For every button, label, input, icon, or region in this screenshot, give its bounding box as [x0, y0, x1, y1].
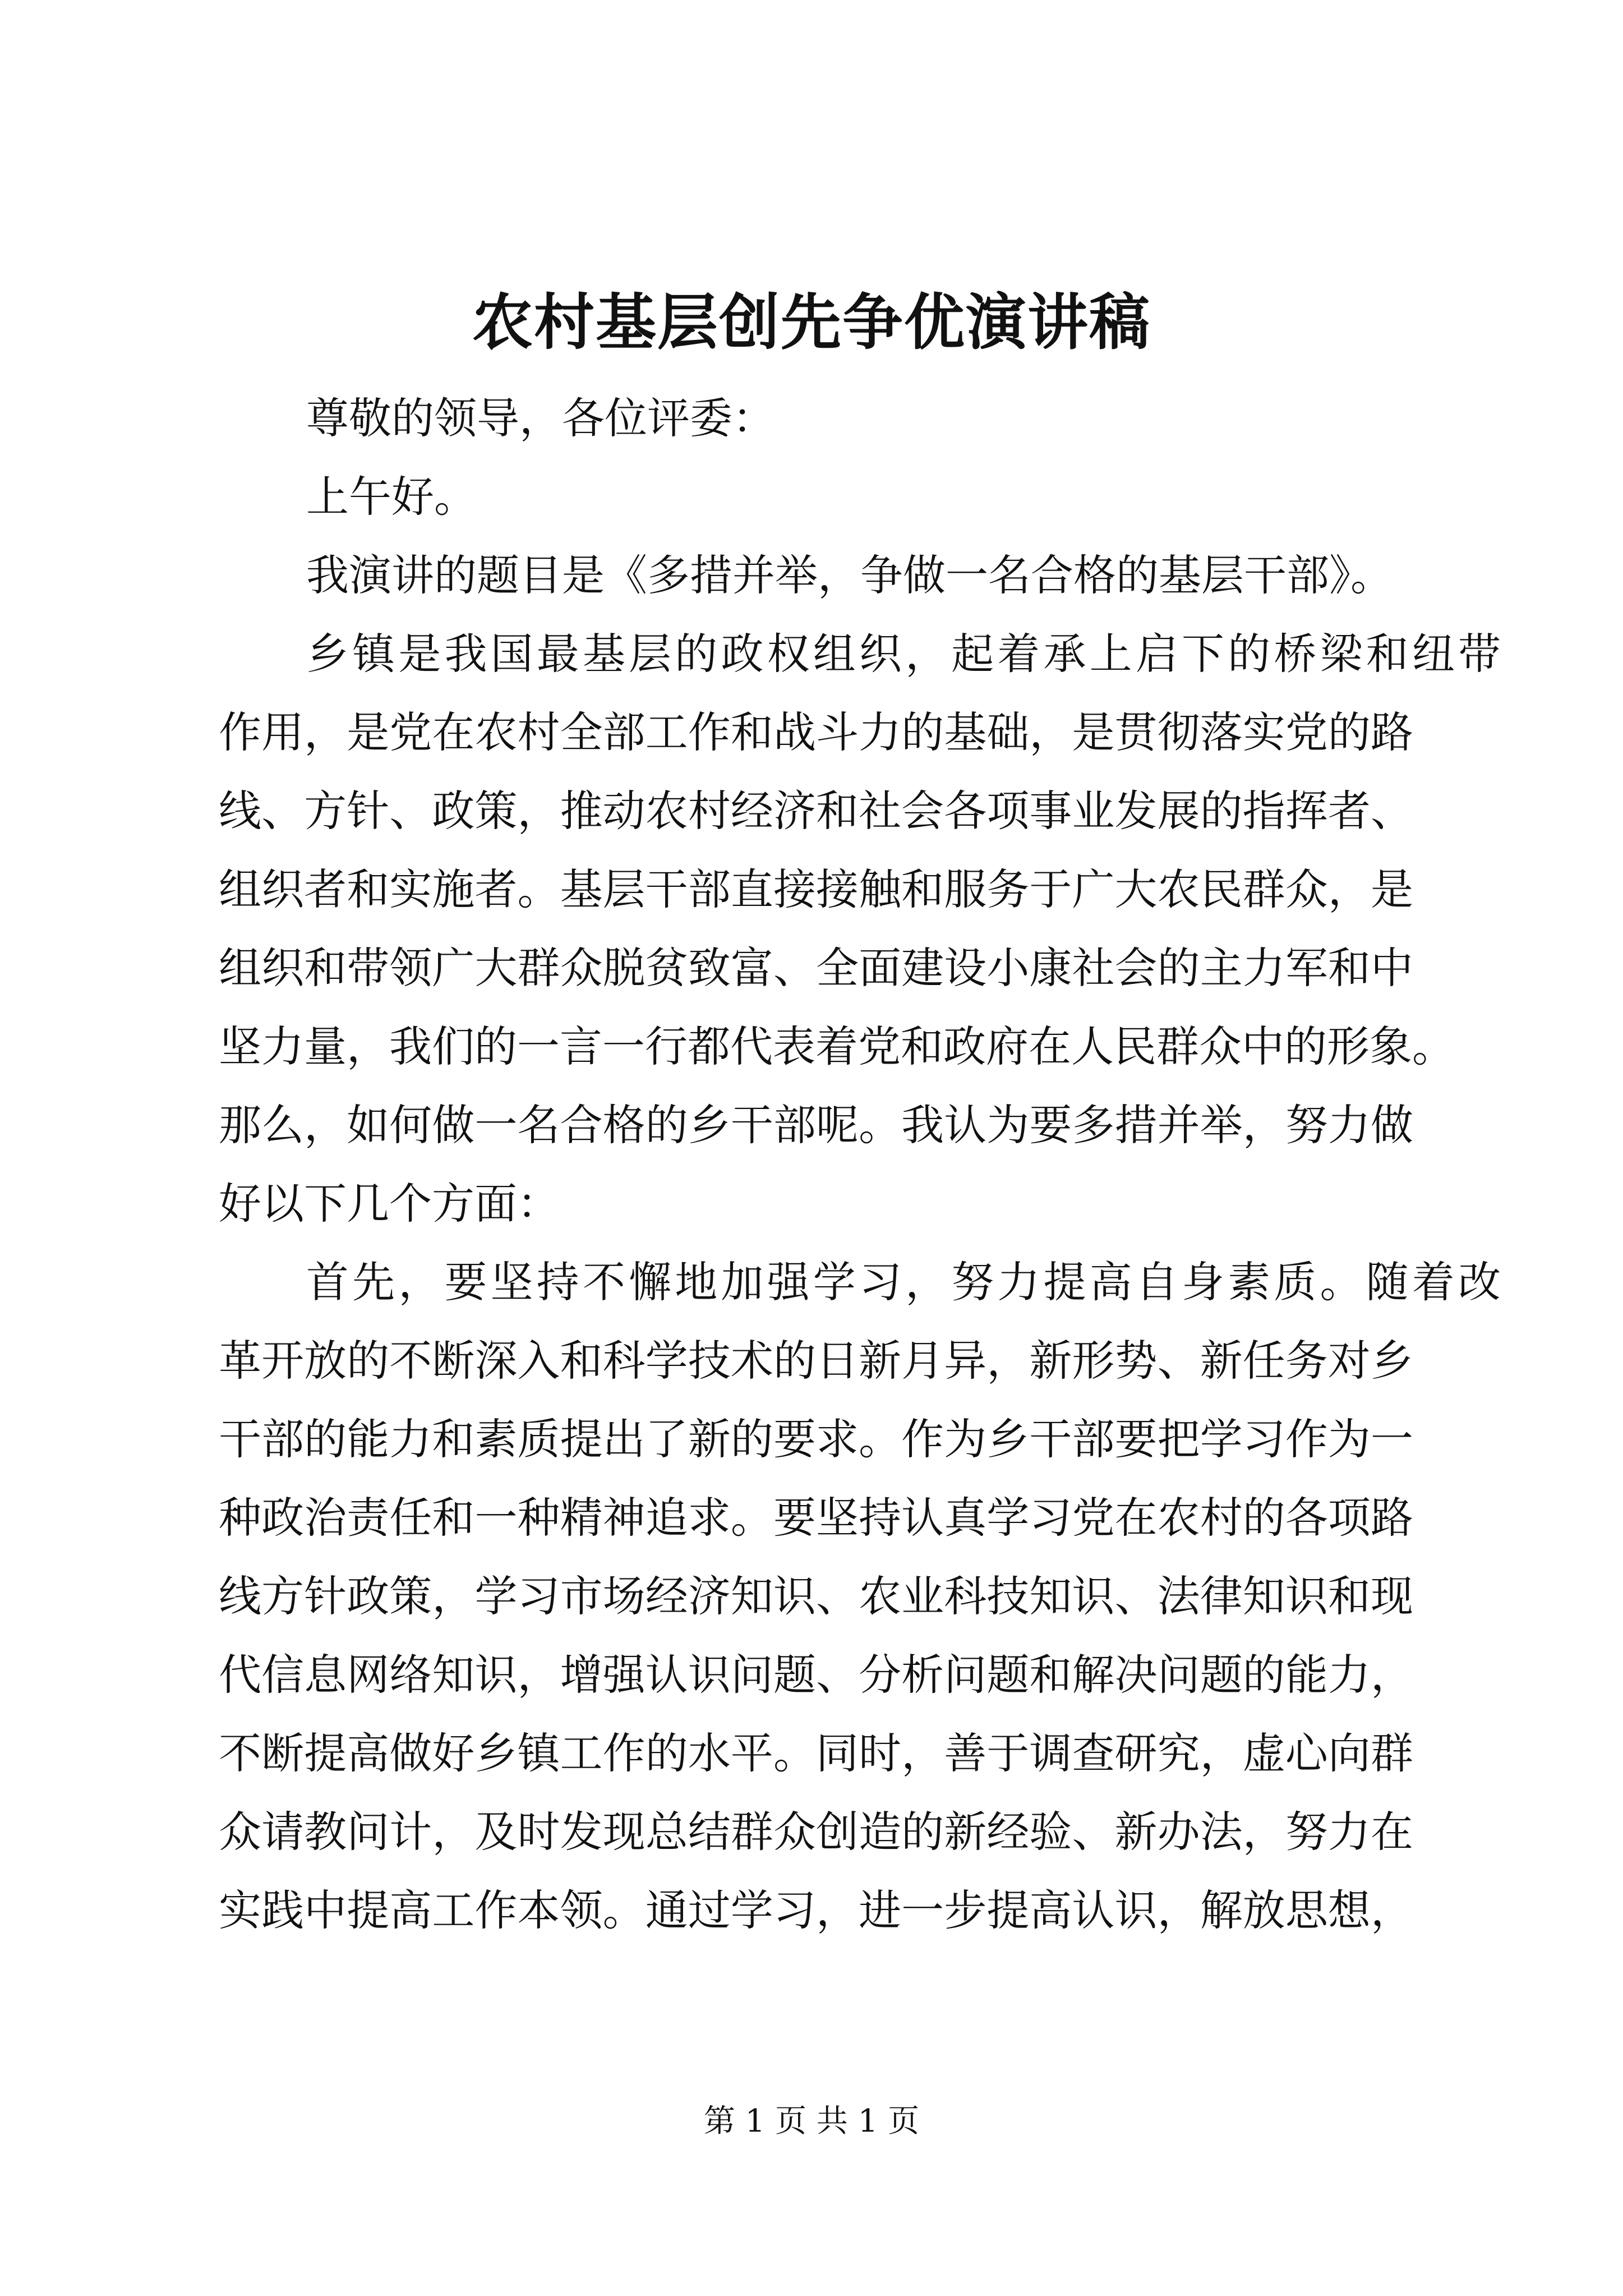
paragraph-line: 那么，如何做一名合格的乡干部呢。我认为要多措并举，努力做 [219, 1100, 1413, 1150]
paragraph-line: 首先，要坚持不懈地加强学习，努力提高自身素质。随着改 [306, 1257, 1501, 1307]
paragraph-line: 作用，是党在农村全部工作和战斗力的基础，是贯彻落实党的路 [219, 707, 1413, 757]
paragraph-line: 代信息网络知识，增强认识问题、分析问题和解决问题的能力， [219, 1650, 1413, 1700]
salutation-line: 尊敬的领导，各位评委： [306, 393, 775, 443]
paragraph-line: 组织和带领广大群众脱贫致富、全面建设小康社会的主力军和中 [219, 943, 1413, 993]
topic-line: 我演讲的题目是《多措并举，争做一名合格的基层干部》。 [306, 550, 1393, 600]
paragraph-line: 线、方针、政策，推动农村经济和社会各项事业发展的指挥者、 [219, 786, 1413, 836]
paragraph-line: 坚力量，我们的一言一行都代表着党和政府在人民群众中的形象。 [219, 1022, 1455, 1071]
paragraph-line: 种政治责任和一种精神追求。要坚持认真学习党在农村的各项路 [219, 1493, 1413, 1543]
paragraph-line: 乡镇是我国最基层的政权组织，起着承上启下的桥梁和纽带 [306, 629, 1501, 679]
paragraph-line: 干部的能力和素质提出了新的要求。作为乡干部要把学习作为一 [219, 1414, 1413, 1464]
page-footer: 第 1 页 共 1 页 [703, 2103, 920, 2139]
paragraph-line: 线方针政策，学习市场经济知识、农业科技知识、法律知识和现 [219, 1571, 1413, 1621]
paragraph-line: 好以下几个方面： [219, 1179, 560, 1228]
paragraph-line: 实践中提高工作本领。通过学习，进一步提高认识，解放思想， [219, 1885, 1413, 1935]
paragraph-line: 组织者和实施者。基层干部直接接触和服务于广大农民群众，是 [219, 864, 1413, 914]
paragraph-line: 不断提高做好乡镇工作的水平。同时，善于调查研究，虚心向群 [219, 1728, 1413, 1778]
paragraph-line: 革开放的不断深入和科学技术的日新月异，新形势、新任务对乡 [219, 1336, 1413, 1386]
paragraph-line: 众请教问计，及时发现总结群众创造的新经验、新办法，努力在 [219, 1807, 1413, 1857]
document-title: 农村基层创先争优演讲稿 [472, 287, 1151, 358]
greeting-line: 上午好。 [306, 472, 477, 522]
